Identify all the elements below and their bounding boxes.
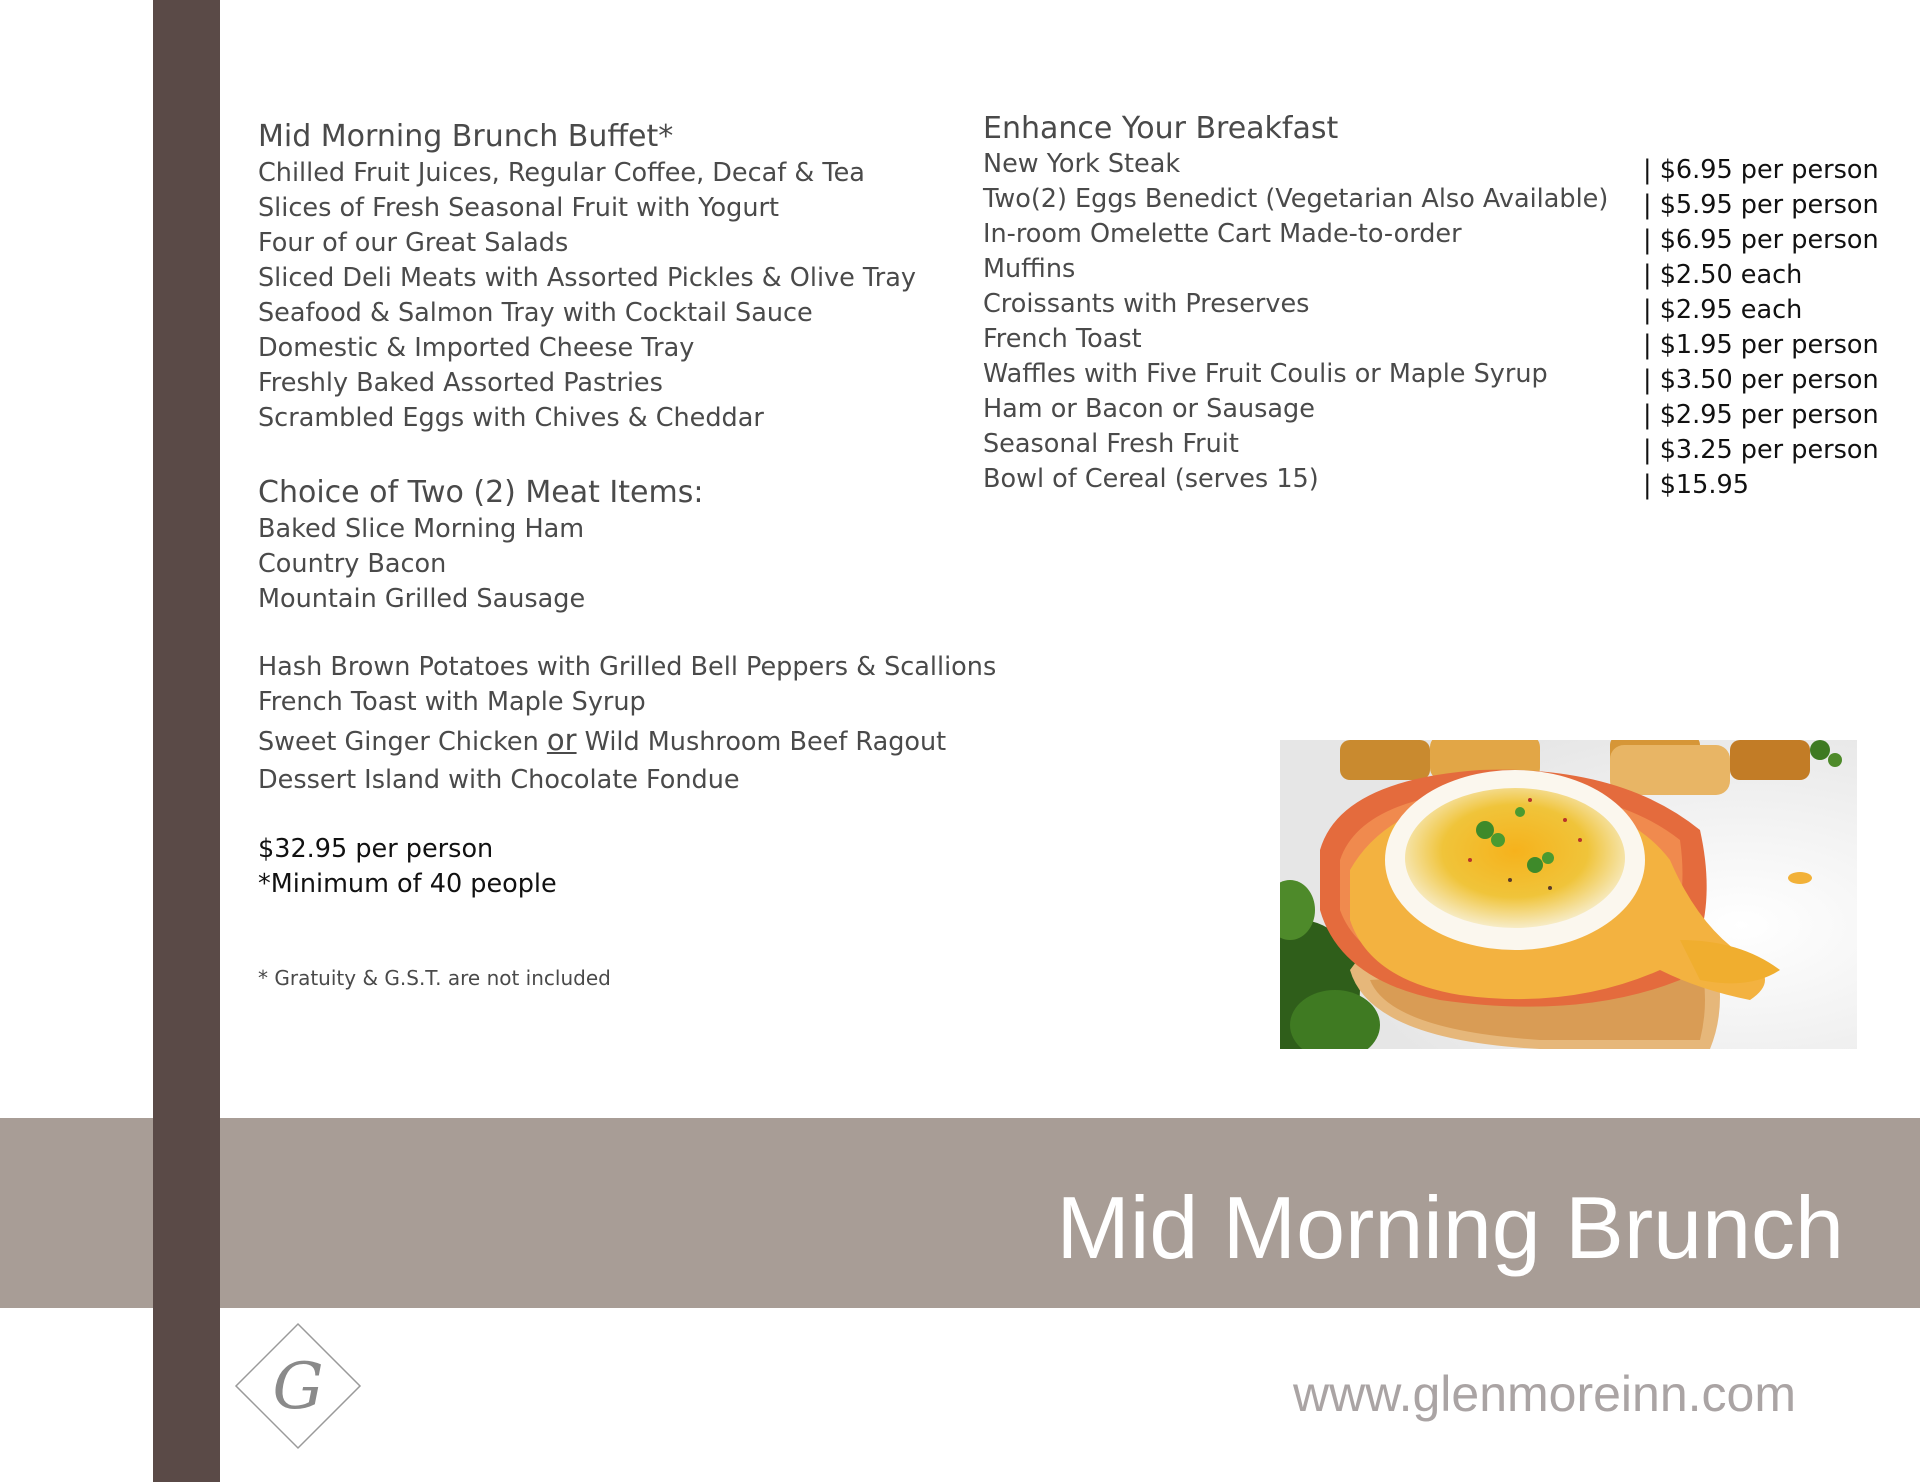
addon-price: | $2.50 each bbox=[1643, 260, 1803, 290]
footnote bbox=[258, 965, 611, 991]
gratuity-note: * Gratuity & G.S.T. are not included bbox=[258, 966, 611, 990]
eggs-benedict-photo bbox=[1280, 740, 1857, 1049]
pricing-section bbox=[258, 832, 557, 902]
addon-price: | $2.95 each bbox=[1643, 295, 1803, 325]
entree-choice-or: or bbox=[546, 723, 577, 757]
enhance-item-prices bbox=[1643, 153, 1879, 503]
entree-choice bbox=[258, 720, 996, 763]
buffet-item: Freshly Baked Assorted Pastries bbox=[258, 368, 663, 398]
dessert-item: Dessert Island with Chocolate Fondue bbox=[258, 765, 740, 795]
minimum-note: *Minimum of 40 people bbox=[258, 869, 557, 899]
addon-name: Croissants with Preserves bbox=[983, 289, 1310, 319]
addon-price: | $3.50 per person bbox=[1643, 365, 1879, 395]
buffet-title: Mid Morning Brunch Buffet* bbox=[258, 119, 674, 154]
addon-name: Seasonal Fresh Fruit bbox=[983, 429, 1239, 459]
side-item: Hash Brown Potatoes with Grilled Bell Peppers & Scallions bbox=[258, 652, 997, 682]
website-link[interactable]: www.glenmoreinn.com bbox=[1293, 1366, 1796, 1422]
enhance-item-names bbox=[983, 147, 1608, 497]
addon-price: | $3.25 per person bbox=[1643, 435, 1879, 465]
svg-text:G: G bbox=[272, 1350, 324, 1424]
side-item: French Toast with Maple Syrup bbox=[258, 687, 646, 717]
addon-name: In-room Omelette Cart Made-to-order bbox=[983, 219, 1462, 249]
meat-item: Baked Slice Morning Ham bbox=[258, 514, 585, 544]
buffet-price: $32.95 per person bbox=[258, 834, 494, 864]
addon-name: Waffles with Five Fruit Coulis or Maple Syrup bbox=[983, 359, 1548, 389]
sides-section bbox=[258, 650, 996, 798]
addon-name: Muffins bbox=[983, 254, 1076, 284]
meat-item: Country Bacon bbox=[258, 549, 447, 579]
addon-name: New York Steak bbox=[983, 149, 1181, 179]
addon-price: | $1.95 per person bbox=[1643, 330, 1879, 360]
buffet-item: Domestic & Imported Cheese Tray bbox=[258, 333, 695, 363]
meat-choice-section bbox=[258, 474, 703, 617]
meat-choice-title: Choice of Two (2) Meat Items: bbox=[258, 475, 704, 510]
buffet-item: Slices of Fresh Seasonal Fruit with Yogurt bbox=[258, 193, 779, 223]
entree-choice-b: Wild Mushroom Beef Ragout bbox=[576, 727, 947, 757]
addon-price: | $2.95 per person bbox=[1643, 400, 1879, 430]
entree-choice-a: Sweet Ginger Chicken bbox=[258, 727, 547, 757]
enhance-title: Enhance Your Breakfast bbox=[983, 111, 1339, 146]
addon-price: | $6.95 per person bbox=[1643, 155, 1879, 185]
buffet-item: Chilled Fruit Juices, Regular Coffee, Decaf & Tea bbox=[258, 158, 865, 188]
addon-name: Ham or Bacon or Sausage bbox=[983, 394, 1315, 424]
addon-price: | $5.95 per person bbox=[1643, 190, 1879, 220]
buffet-item: Seafood & Salmon Tray with Cocktail Sauce bbox=[258, 298, 813, 328]
addon-price: | $6.95 per person bbox=[1643, 225, 1879, 255]
meat-item: Mountain Grilled Sausage bbox=[258, 584, 586, 614]
buffet-item: Sliced Deli Meats with Assorted Pickles & Olive Tray bbox=[258, 263, 916, 293]
addon-name: Bowl of Cereal (serves 15) bbox=[983, 464, 1319, 494]
addon-price: | $15.95 bbox=[1643, 470, 1749, 500]
buffet-section bbox=[258, 118, 916, 436]
monogram-logo bbox=[232, 1320, 364, 1452]
buffet-item: Four of our Great Salads bbox=[258, 228, 569, 258]
buffet-item: Scrambled Eggs with Chives & Cheddar bbox=[258, 403, 764, 433]
vertical-accent-bar bbox=[153, 0, 220, 1482]
banner-title: Mid Morning Brunch bbox=[1056, 1178, 1844, 1277]
addon-name: Two(2) Eggs Benedict (Vegetarian Also Available) bbox=[983, 184, 1609, 214]
addon-name: French Toast bbox=[983, 324, 1142, 354]
